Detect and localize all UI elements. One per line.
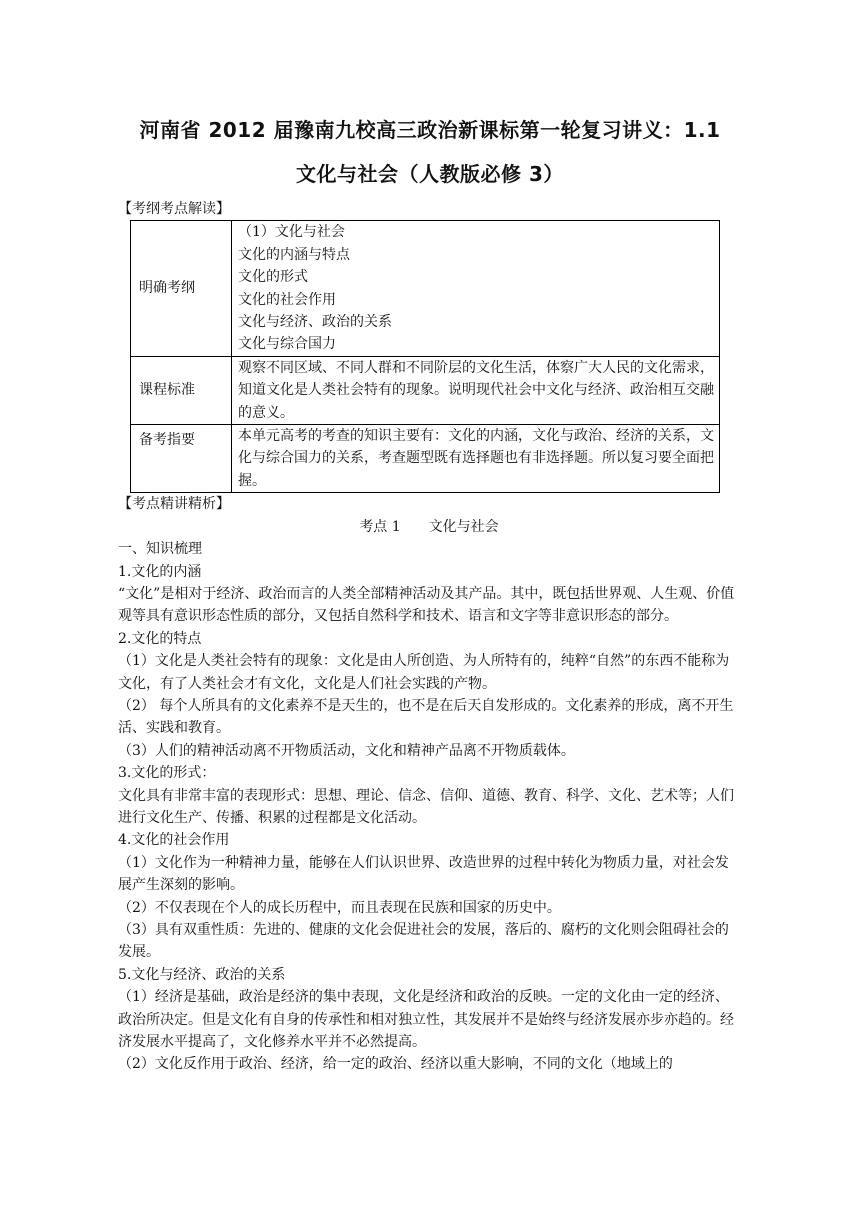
document-title-line1: 河南省 2012 届豫南九校高三政治新课标第一轮复习讲义：1.1 xyxy=(139,118,721,142)
sub-heading: 一、知识梳理 xyxy=(118,541,202,558)
row-label: 课程标准 xyxy=(131,356,232,424)
paragraph: （3）具有双重性质：先进的、健康的文化会促进社会的发展，落后的、腐朽的文化则会阻碍社会的发展。 xyxy=(118,922,729,961)
paragraph: （1）文化是人类社会特有的现象：文化是由人所创造、为人所特有的，纯粹“自然”的东西不能称为文化，有了人类社会才有文化，文化是人们社会实践的产物。 xyxy=(118,653,730,692)
paragraph: （2）文化反作用于政治、经济，给一定的政治、经济以重大影响，不同的文化（地域上的 xyxy=(118,1056,673,1073)
table-row xyxy=(131,356,720,424)
detail-line: 文化的内涵与特点 xyxy=(238,246,350,263)
table-row xyxy=(131,221,720,356)
document-title-line2: 文化与社会（人教版必修 3） xyxy=(296,162,564,186)
paragraph: （1）经济是基础，政治是经济的集中表现，文化是经济和政治的反映。一定的文化由一定的经济、政治所决定。但是文化有自身的传承性和相对独立性，其发展并不是始终与经济发展亦步亦趋的。经济发展水平提高了，文化修养水平并不必然提高。 xyxy=(118,989,734,1051)
row-detail xyxy=(232,221,720,356)
paragraph: 文化具有非常丰富的表现形式：思想、理论、信念、信仰、道德、教育、科学、文化、艺术等；人们进行文化生产、传播、积累的过程都是文化活动。 xyxy=(118,787,734,826)
row-detail: 观察不同区域、不同人群和不同阶层的文化生活，体察广大人民的文化需求，知道文化是人类社会特有的现象。说明现代社会中文化与经济、政治相互交融的意义。 xyxy=(232,356,720,424)
item-heading: 5.文化与经济、政治的关系 xyxy=(118,966,286,983)
paragraph: “文化”是相对于经济、政治而言的人类全部精神活动及其产品。其中，既包括世界观、人生观、价值观等具有意识形态性质的部分，又包括自然科学和技术、语言和文字等非意识形态的部分。 xyxy=(118,585,735,625)
detail-line: 文化与综合国力 xyxy=(238,336,336,353)
row-detail: 本单元高考的考查的知识主要有：文化的内涵，文化与政治、经济的关系，文化与综合国力的关系，考查题型既有选择题也有非选择题。所以复习要全面把握。 xyxy=(232,425,720,493)
point-title: 考点 1 文化与社会 xyxy=(359,518,499,535)
detail-line: 文化的社会作用 xyxy=(238,291,336,308)
outline-table xyxy=(130,220,720,493)
item-heading: 1.文化的内涵 xyxy=(118,563,202,580)
analysis-section-heading: 【考点精讲精析】 xyxy=(118,496,230,513)
row-label: 明确考纲 xyxy=(131,221,232,356)
item-heading: 2.文化的特点 xyxy=(118,630,202,647)
detail-line: 文化的形式 xyxy=(238,269,308,286)
item-heading: 3.文化的形式： xyxy=(118,765,216,782)
paragraph: （2）不仅表现在个人的成长历程中，而且表现在民族和国家的历史中。 xyxy=(118,899,561,916)
knowledge-list xyxy=(118,561,740,1076)
detail-line: （1）文化与社会 xyxy=(238,224,345,241)
paragraph: （3）人们的精神活动离不开物质活动，文化和精神产品离不开物质载体。 xyxy=(118,742,575,759)
row-label: 备考指要 xyxy=(131,425,232,493)
document-body xyxy=(118,198,740,1076)
paragraph: （1）文化作为一种精神力量，能够在人们认识世界、改造世界的过程中转化为物质力量，对社会发展产生深刻的影响。 xyxy=(118,854,729,894)
table-row xyxy=(131,425,720,493)
item-heading: 4.文化的社会作用 xyxy=(118,832,230,849)
paragraph: （2） 每个人所具有的文化素养不是天生的，也不是在后天自发形成的。文化素养的形成，离不开生活、实践和教育。 xyxy=(118,697,734,737)
outline-section-heading: 【考纲考点解读】 xyxy=(118,201,230,217)
detail-line: 文化与经济、政治的关系 xyxy=(238,314,392,331)
